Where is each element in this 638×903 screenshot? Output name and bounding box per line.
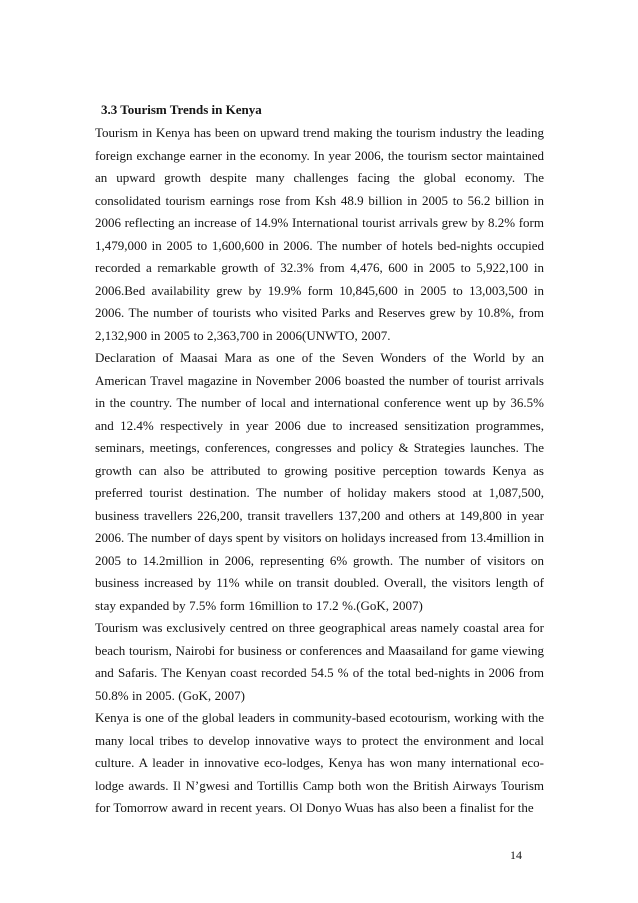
paragraph-ecotourism: Kenya is one of the global leaders in community-based ecotourism, working with the many local tribes to develop innovative ways to protect the environment and local culture. A leader in innovative eco-lodges, Kenya has won many international eco-lodge awards. Il N’gwesi and Tortillis Camp both won the British Airways Tourism for Tomorrow award in recent years. Ol Donyo Wuas has also been a finalist for the: [95, 710, 544, 815]
page-number: 14: [510, 848, 522, 862]
section-heading: 3.3 Tourism Trends in Kenya: [101, 102, 262, 117]
paragraph-tourism-trends: Tourism in Kenya has been on upward trend making the tourism industry the leading foreign exchange earner in the economy. In year 2006, the tourism sector maintained an upward growth despite many challenges facing the global economy. The consolidated tourism earnings rose from Ksh 48.9 billion in 2005 to 56.2 billion in 2006 reflecting an increase of 14.9% International tourist arrivals grew by 8.2% form 1,479,000 in 2005 to 1,600,600 in 2006. The number of hotels bed-nights occupied recorded a remarkable growth of 32.3% from 4,476, 600 in 2005 to 5,922,100 in 2006.Bed availability grew by 19.9% form 10,845,600 in 2005 to 13,003,500 in 2006. The number of tourists who visited Parks and Reserves grew by 10.8%, from 2,132,900 in 2005 to 2,363,700 in 2006(UNWTO, 2007.: [95, 125, 544, 343]
paragraph-maasai-mara: Declaration of Maasai Mara as one of the Seven Wonders of the World by an American Travel magazine in November 2006 boasted the number of tourist arrivals in the country. The number of local and international conference went up by 36.5% and 12.4% respectively in year 2006 due to increased sensitization programmes, seminars, meetings, conferences, congresses and policy & Strategies launches. The growth can also be attributed to growing positive perception towards Kenya as preferred tourist destination. The number of holiday makers stood at 1,087,500, business travellers 226,200, transit travellers 137,200 and others at 149,800 in year 2006. The number of days spent by visitors on holidays increased from 13.4million in 2005 to 14.2million in 2006, representing 6% growth. The number of visitors on business increased by 11% while on transit doubled. Overall, the visitors length of stay expanded by 7.5% form 16million to 17.2 %.(GoK, 2007): [95, 350, 544, 613]
paragraph-geographical-areas: Tourism was exclusively centred on three geographical areas namely coastal area for beach tourism, Nairobi for business or conferences and Maasailand for game viewing and Safaris. The Kenyan coast recorded 54.5 % of the total bed-nights in 2006 from 50.8% in 2005. (GoK, 2007): [95, 620, 544, 703]
body-text: [95, 122, 544, 820]
